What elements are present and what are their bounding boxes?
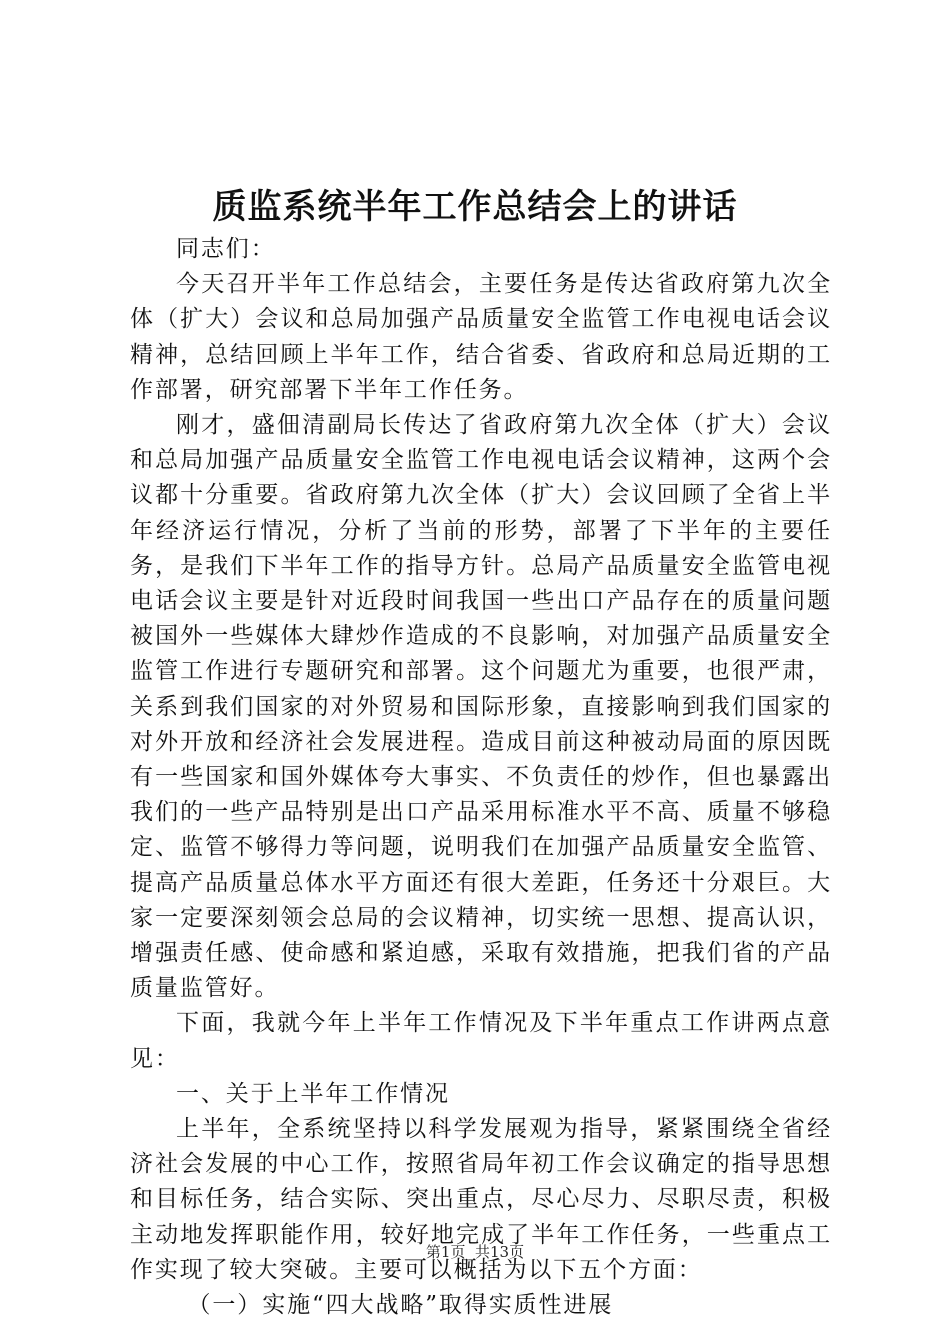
page-total: 共13页 [475, 1243, 525, 1261]
page-number: 第1页 [425, 1243, 466, 1261]
salutation: 同志们： [176, 236, 276, 262]
document-title: 质监系统半年工作总结会上的讲话 [212, 187, 738, 227]
paragraph-meeting-summary: 刚才，盛佃清副局长传达了省政府第九次全体（扩大）会议和总局加强产品质量安全监管工作电视电话会议精神，这两个会议都十分重要。省政府第九次全体（扩大）会议回顾了全省上半年经济运行情况，分析了当前的形势，部署了下半年的主要任务，是我们下半年工作的指导方针。总局产品质量安全监管电视电话会议主要是针对近段时间我国一些出口产品存在的质量问题被国外一些媒体大肆炒作造成的不良影响，对加强产品质量安全监管工作进行专题研究和部署。这个问题尤为重要，也很严肃，关系到我们国家的对外贸易和国际形象，直接影响到我们国家的对外开放和经济社会发展进程。造成目前这种被动局面的原因既有一些国家和国外媒体夸大事实、不负责任的炒作，但也暴露出我们的一些产品特别是出口产品采用标准水平不高、质量不够稳定、监管不够得力等问题，说明我们在加强产品质量安全监管、提高产品质量总体水平方面还有很大差距，任务还十分艰巨。大家一定要深刻领会总局的会议精神，切实统一思想、提高认识，增强责任感、使命感和紧迫感，采取有效措施，把我们省的产品质量监管好。 [130, 412, 832, 1002]
subsection-heading: （一）实施“四大战略”取得实质性进展 [187, 1292, 614, 1319]
document-body [130, 232, 832, 1323]
paragraph-first-half-review: 上半年，全系统坚持以科学发展观为指导，紧紧围绕全省经济社会发展的中心工作，按照省局年初工作会议确定的指导思想和目标任务，结合实际、突出重点，尽心尽力、尽职尽责，积极主动地发挥职能作用，较好地完成了半年工作任务，一些重点工作实现了较大突破。主要可以概括为以下五个方面： [130, 1116, 832, 1283]
section-heading: 一、关于上半年工作情况 [176, 1080, 450, 1107]
paragraph-opening: 今天召开半年工作总结会，主要任务是传达省政府第九次全体（扩大）会议和总局加强产品质量安全监管工作电视电话会议精神，总结回顾上半年工作，结合省委、省政府和总局近期的工作部署，研究部署下半年工作任务。 [130, 271, 832, 403]
page-footer [0, 1242, 950, 1262]
paragraph-agenda: 下面，我就今年上半年工作情况及下半年重点工作讲两点意见： [130, 1010, 832, 1072]
